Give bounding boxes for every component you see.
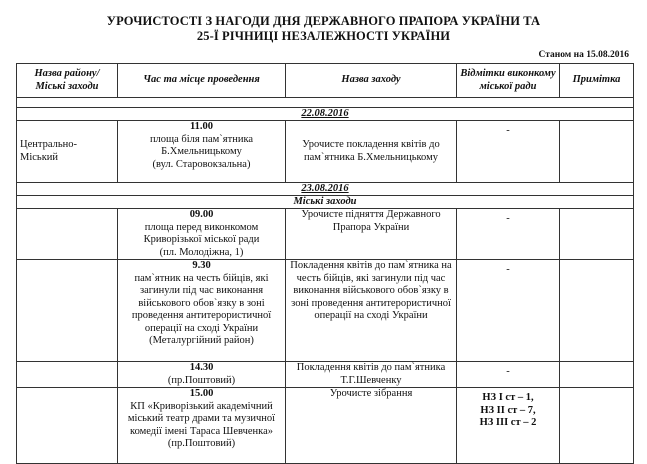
note-cell bbox=[560, 260, 634, 362]
time-place-cell bbox=[118, 121, 286, 183]
event-cell: Урочисте покладення квітів до пам`ятника Б.Хмельницькому bbox=[286, 121, 457, 183]
date-label: 22.08.2016 bbox=[17, 108, 634, 121]
council-cell: - bbox=[457, 260, 560, 362]
place: площа перед виконкомом Криворізької міської ради bbox=[143, 221, 260, 245]
district-cell: Центрально-Міський bbox=[17, 121, 118, 183]
table-row bbox=[17, 362, 634, 388]
council-cell: - bbox=[457, 362, 560, 388]
place: пам`ятник на честь бійців, які загинули під час виконання військового обов`язку в зоні проведення антитерористичної операції на сході України bbox=[131, 272, 272, 334]
district-cell bbox=[17, 209, 118, 260]
place-extra: (Металургійний район) bbox=[149, 335, 254, 346]
table-row bbox=[17, 260, 634, 362]
header-note: Примітка bbox=[560, 64, 634, 98]
time-place-cell bbox=[118, 260, 286, 362]
time: 14.30 bbox=[189, 362, 214, 373]
time: 11.00 bbox=[189, 121, 214, 132]
place-extra: (пр.Поштовий) bbox=[167, 374, 236, 386]
note-cell bbox=[560, 209, 634, 260]
time-place-cell bbox=[118, 388, 286, 464]
district-cell bbox=[17, 260, 118, 362]
header-time-place: Час та місце проведення bbox=[118, 64, 286, 98]
table-row bbox=[17, 388, 634, 464]
document-title-line2: 25-Ї РІЧНИЦІ НЕЗАЛЕЖНОСТІ УКРАЇНИ bbox=[196, 29, 451, 43]
event-cell: Урочисте зібрання bbox=[286, 388, 457, 464]
event-cell: Покладення квітів до пам`ятника Т.Г.Шевченку bbox=[286, 362, 457, 388]
note-cell bbox=[560, 121, 634, 183]
note-line: НЗ І ст – 1, bbox=[482, 392, 534, 403]
header-event: Назва заходу bbox=[286, 64, 457, 98]
time-place-cell bbox=[118, 362, 286, 388]
council-cell: - bbox=[457, 121, 560, 183]
time: 09.00 bbox=[189, 209, 214, 220]
section-row bbox=[17, 196, 634, 209]
council-cell bbox=[457, 388, 560, 464]
district-cell bbox=[17, 362, 118, 388]
place: КП «Криворізький академічний міський театр драми та музичної комедії імені Тараса Шевченка» bbox=[127, 400, 276, 437]
time: 15.00 bbox=[189, 388, 214, 399]
date-row bbox=[17, 108, 634, 121]
header-district: Назва району/ Міські заходи bbox=[17, 64, 118, 98]
table-row bbox=[17, 121, 634, 183]
note-cell bbox=[560, 388, 634, 464]
note-cell bbox=[560, 362, 634, 388]
council-cell: - bbox=[457, 209, 560, 260]
time-place-cell bbox=[118, 209, 286, 260]
note-line: НЗ ІІІ ст – 2 bbox=[479, 417, 537, 428]
event-cell: Урочисте підняття Державного Прапора України bbox=[286, 209, 457, 260]
time: 9.30 bbox=[192, 260, 211, 271]
document-title-line1: УРОЧИСТОСТІ З НАГОДИ ДНЯ ДЕРЖАВНОГО ПРАПОРА УКРАЇНИ ТА bbox=[106, 14, 541, 28]
place-extra: (пр.Поштовий) bbox=[167, 438, 236, 449]
date-label: 23.08.2016 bbox=[17, 183, 634, 196]
event-cell: Покладення квітів до пам`ятника на честь бійців, які загинули під час виконання військового обов`язку в зоні проведення антитерористичної операції на сході України bbox=[286, 260, 457, 362]
district-cell bbox=[17, 388, 118, 464]
place-extra: (вул. Старовокзальна) bbox=[152, 158, 251, 170]
section-label: Міські заходи bbox=[17, 196, 634, 209]
header-council: Відмітки виконкому міської ради bbox=[457, 64, 560, 98]
status-date: Станом на 15.08.2016 bbox=[538, 50, 629, 60]
date-row bbox=[17, 183, 634, 196]
place-extra: (пл. Молодіжна, 1) bbox=[159, 246, 244, 258]
place: площа біля пам`ятника Б.Хмельницькому bbox=[149, 133, 254, 157]
table-row bbox=[17, 209, 634, 260]
events-table bbox=[16, 63, 634, 464]
note-line: НЗ ІІ ст – 7, bbox=[480, 404, 536, 416]
table-header-row bbox=[17, 64, 634, 98]
